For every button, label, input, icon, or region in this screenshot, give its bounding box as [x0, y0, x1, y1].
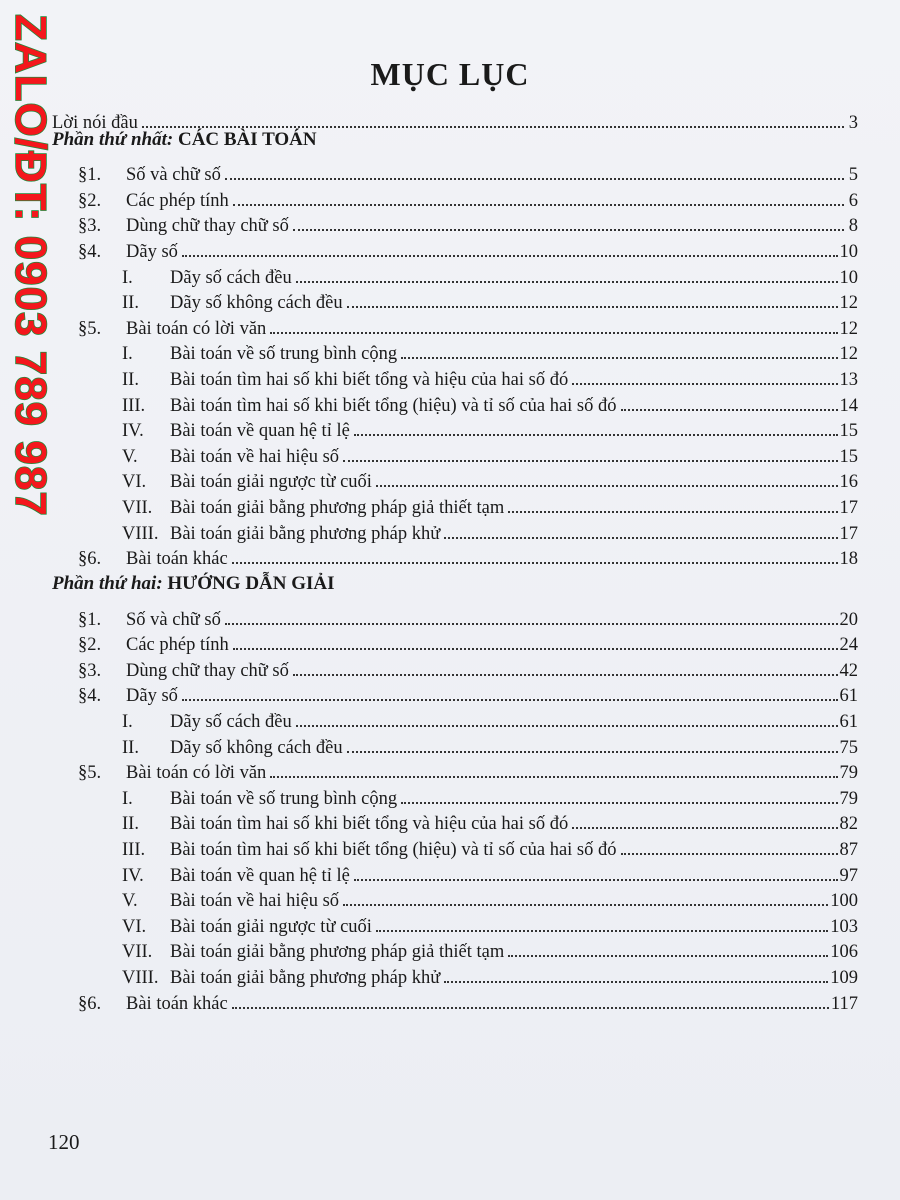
- toc-entry-label: Dãy số không cách đều: [170, 737, 343, 758]
- leader-dots: [225, 153, 844, 181]
- toc-entry-label: Bài toán giải ngược từ cuối: [170, 472, 372, 493]
- leader-dots: [343, 879, 828, 907]
- toc-entry-label: Bài toán về quan hệ tỉ lệ: [170, 865, 350, 886]
- toc-entry-number: §6.: [78, 549, 102, 570]
- toc-entry-number: IV.: [122, 421, 144, 442]
- toc-entry-number: VII.: [122, 497, 153, 518]
- toc-entry-label: Lời nói đầu: [52, 112, 138, 133]
- toc-entry-page: 103: [830, 916, 858, 937]
- toc-entry-label: Số và chữ số: [126, 609, 221, 630]
- leader-dots: [508, 485, 837, 513]
- toc-entry-label: Bài toán giải bằng phương pháp giả thiết tạm: [170, 497, 505, 518]
- toc-entry-number: §4.: [78, 686, 102, 707]
- toc-entry-number: I.: [122, 788, 133, 809]
- toc-entry-number: §5.: [78, 763, 102, 784]
- toc-entry-number: V.: [122, 891, 138, 912]
- leader-dots: [270, 306, 837, 334]
- part-prefix: Phần thứ nhất:: [52, 128, 174, 150]
- toc-entry-label: Bài toán khác: [126, 549, 228, 570]
- toc-entry-page: 75: [839, 737, 858, 758]
- toc-entry-label: Bài toán giải ngược từ cuối: [170, 916, 372, 937]
- toc-entry-page: 18: [839, 549, 858, 570]
- toc-entry-page: 12: [839, 318, 858, 339]
- toc-entry-label: Bài toán giải bằng phương pháp khử: [170, 523, 441, 544]
- toc-entry-number: §1.: [78, 609, 102, 630]
- toc-entry-number: III.: [122, 395, 146, 416]
- leader-dots: [354, 853, 838, 881]
- toc-entry-number: §4.: [78, 241, 102, 262]
- leader-dots: [296, 699, 838, 727]
- leader-dots: [444, 511, 837, 539]
- toc-entry-label: Bài toán tìm hai số khi biết tổng và hiệu của hai số đó: [170, 814, 569, 835]
- leader-dots: [572, 357, 837, 385]
- toc-entry-page: 106: [830, 942, 858, 963]
- page-number: 120: [48, 1130, 80, 1154]
- toc-entry-page: 13: [839, 369, 858, 390]
- toc-section-entry: [52, 153, 858, 186]
- leader-dots: [621, 383, 838, 411]
- leader-dots: [225, 597, 838, 625]
- toc-entry-number: I.: [122, 712, 133, 733]
- table-of-contents: [52, 100, 858, 1014]
- toc-entry-page: 100: [830, 891, 858, 912]
- leader-dots: [233, 623, 838, 651]
- leader-dots: [296, 255, 838, 283]
- part-prefix: Phần thứ hai:: [52, 573, 163, 595]
- toc-entry-page: 109: [830, 968, 858, 988]
- leader-dots: [293, 648, 838, 676]
- toc-entry-label: Bài toán khác: [126, 993, 228, 1014]
- leader-dots: [233, 178, 844, 206]
- toc-entry-label: Dãy số cách đều: [170, 267, 292, 288]
- toc-entry-number: §6.: [78, 993, 102, 1014]
- toc-entry-number: §3.: [78, 216, 102, 237]
- leader-dots: [347, 281, 838, 309]
- toc-entry-number: VI.: [122, 916, 147, 937]
- toc-entry-number: V.: [122, 446, 138, 467]
- leader-dots: [401, 332, 837, 360]
- toc-entry-label: Bài toán về hai hiệu số: [170, 446, 340, 467]
- toc-entry-page: 14: [839, 395, 858, 416]
- leader-dots: [572, 802, 837, 830]
- toc-entry-number: II.: [122, 369, 139, 390]
- part-heading: [52, 126, 858, 153]
- toc-entry-label: Bài toán tìm hai số khi biết tổng (hiệu) và tỉ số của hai số đó: [170, 840, 617, 861]
- toc-entry-label: Bài toán về số trung bình cộng: [170, 344, 398, 365]
- toc-parts: [52, 126, 858, 1014]
- toc-entry-page: 16: [839, 472, 858, 493]
- toc-entry-page: 15: [839, 446, 858, 467]
- toc-entry-label: Bài toán về số trung bình cộng: [170, 788, 398, 809]
- leader-dots: [621, 827, 838, 855]
- toc-entry-label: Bài toán về hai hiệu số: [170, 891, 340, 912]
- toc-entry-number: VII.: [122, 942, 153, 963]
- toc-entry-label: Dãy số cách đều: [170, 712, 292, 733]
- toc-entry-number: I.: [122, 344, 133, 365]
- leader-dots: [347, 725, 838, 753]
- toc-entry-page: 82: [839, 814, 858, 835]
- toc-entry-page: 10: [839, 267, 858, 288]
- toc-entry-page: 10: [839, 241, 858, 262]
- watermark-text: ZALO/ĐT: 0903 789 987: [6, 14, 55, 517]
- toc-entry-label: Dãy số: [126, 686, 178, 707]
- contact-watermark: [6, 14, 54, 594]
- leader-dots: [182, 674, 838, 702]
- toc-entry-page: 42: [839, 660, 858, 681]
- toc-entry-number: II.: [122, 814, 139, 835]
- toc-entry-label: Các phép tính: [126, 190, 229, 211]
- toc-entry-number: IV.: [122, 865, 144, 886]
- toc-entry-label: Số và chữ số: [126, 165, 221, 186]
- toc-entry-number: III.: [122, 840, 146, 861]
- toc-entry-label: Bài toán về quan hệ tỉ lệ: [170, 421, 350, 442]
- leader-dots: [508, 930, 828, 958]
- toc-entry-page: 15: [839, 421, 858, 442]
- toc-entry-page: 24: [839, 635, 858, 656]
- page-title: MỤC LỤC: [370, 56, 530, 92]
- toc-entry-number: VIII.: [122, 523, 159, 544]
- toc-entry-page: 17: [839, 523, 858, 544]
- leader-dots: [232, 981, 829, 1009]
- toc-entry-number: VIII.: [122, 968, 159, 988]
- toc-entry-label: Bài toán có lời văn: [126, 763, 267, 784]
- toc-entry-number: §3.: [78, 660, 102, 681]
- toc-entry-page: 6: [848, 190, 858, 211]
- toc-entry-number: II.: [122, 737, 139, 758]
- leader-dots: [232, 537, 838, 565]
- toc-entry-page: 5: [848, 165, 858, 186]
- leader-dots: [376, 904, 828, 932]
- toc-entry-label: Bài toán giải bằng phương pháp khử: [170, 968, 441, 988]
- leader-dots: [401, 776, 837, 804]
- toc-entry-number: VI.: [122, 472, 147, 493]
- toc-entry-page: 3: [848, 112, 858, 133]
- toc-entry-number: §1.: [78, 165, 102, 186]
- part-name: CÁC BÀI TOÁN: [177, 128, 317, 150]
- toc-entry-preface: [52, 100, 858, 133]
- toc-entry-label: Dùng chữ thay chữ số: [126, 216, 289, 237]
- leader-dots: [444, 955, 828, 983]
- toc-entry-page: 12: [839, 293, 858, 314]
- toc-entry-page: 79: [839, 788, 858, 809]
- toc-entry-number: §2.: [78, 190, 102, 211]
- part-heading: [52, 570, 858, 597]
- leader-dots: [270, 751, 837, 779]
- toc-entry-page: 8: [848, 216, 858, 237]
- leader-dots: [293, 204, 844, 232]
- toc-entry-page: 20: [839, 609, 858, 630]
- toc-entry-number: §2.: [78, 635, 102, 656]
- part-name: HƯỚNG DẪN GIẢI: [167, 573, 335, 595]
- leader-dots: [354, 409, 838, 437]
- toc-entry-page: 117: [830, 993, 858, 1014]
- toc-entry-page: 12: [839, 344, 858, 365]
- toc-section-entry: [52, 597, 858, 630]
- toc-entry-label: Bài toán giải bằng phương pháp giả thiết tạm: [170, 942, 505, 963]
- toc-entry-page: 79: [839, 763, 858, 784]
- toc-entry-label: Bài toán tìm hai số khi biết tổng (hiệu) và tỉ số của hai số đó: [170, 395, 617, 416]
- toc-entry-page: 61: [839, 712, 858, 733]
- toc-entry-page: 97: [839, 865, 858, 886]
- toc-entry-label: Bài toán tìm hai số khi biết tổng và hiệu của hai số đó: [170, 369, 569, 390]
- leader-dots: [376, 460, 838, 488]
- leader-dots: [182, 229, 838, 257]
- toc-entry-label: Dãy số không cách đều: [170, 293, 343, 314]
- toc-entry-label: Dùng chữ thay chữ số: [126, 660, 289, 681]
- toc-entry-number: I.: [122, 267, 133, 288]
- toc-entry-page: 17: [839, 497, 858, 518]
- toc-entry-number: §5.: [78, 318, 102, 339]
- toc-entry-page: 87: [839, 840, 858, 861]
- leader-dots: [343, 434, 837, 462]
- leader-dots: [142, 100, 844, 128]
- toc-entry-label: Các phép tính: [126, 635, 229, 656]
- toc-entry-number: II.: [122, 293, 139, 314]
- toc-entry-label: Dãy số: [126, 241, 178, 262]
- toc-entry-label: Bài toán có lời văn: [126, 318, 267, 339]
- toc-entry-page: 61: [839, 686, 858, 707]
